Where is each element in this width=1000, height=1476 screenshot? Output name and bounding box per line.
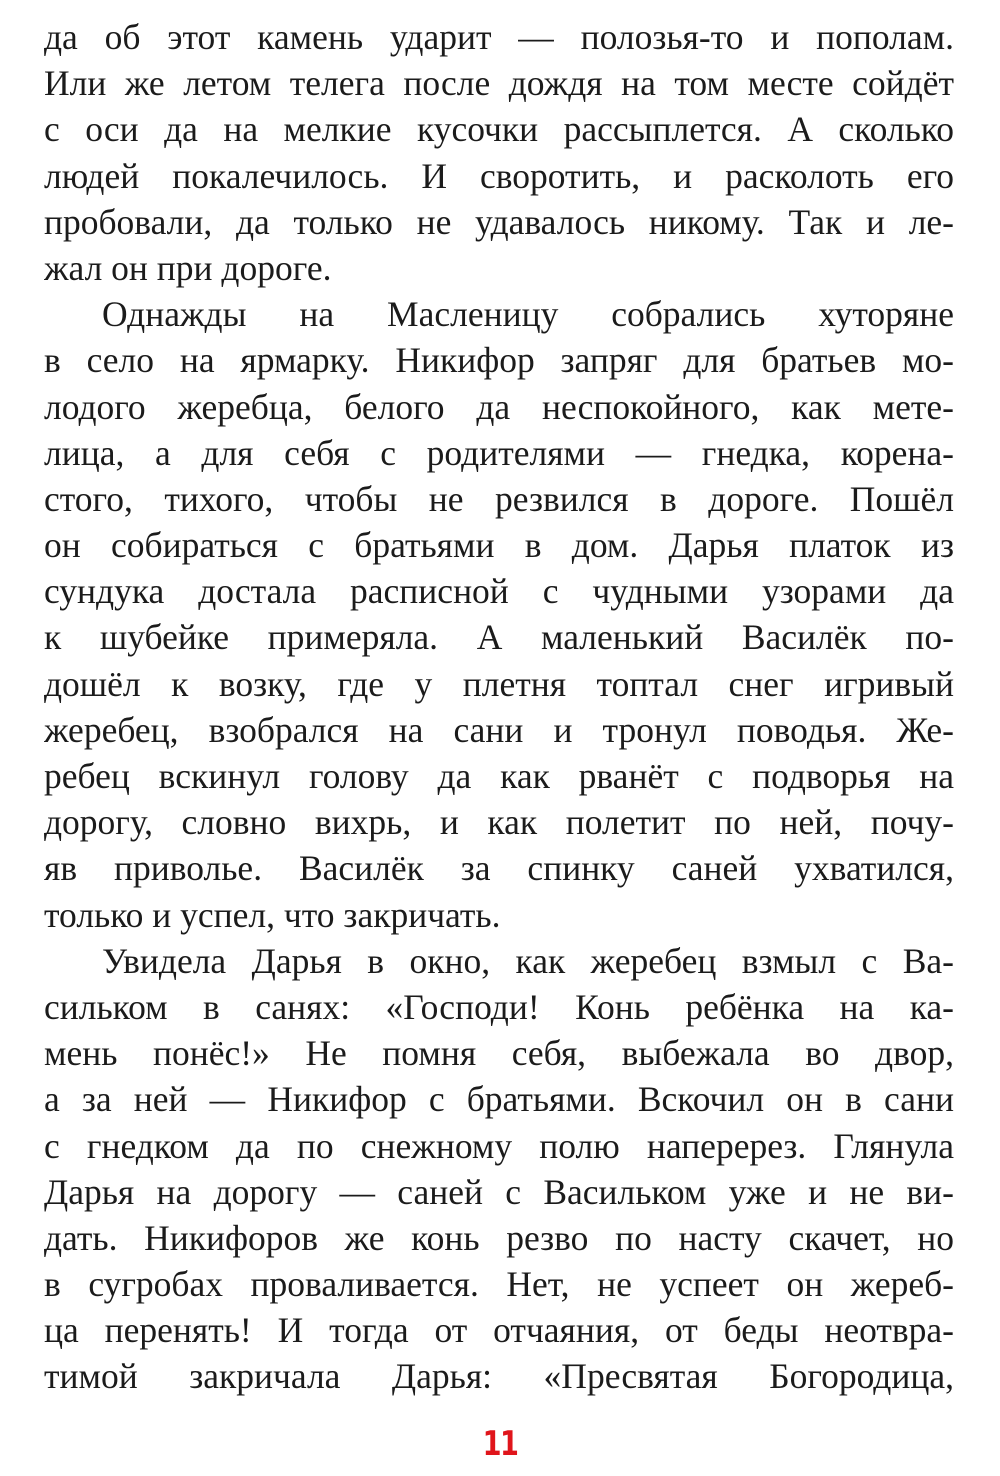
text-line: дорогу, словно вихрь, и как полетит по ней, почу- [44,802,954,843]
text-line: яв приволье. Василёк за спинку саней ухватился, [44,848,954,889]
text-line: к шубейке примеряла. А маленький Василёк по- [44,617,954,658]
text-line: лица, а для себя с родителями — гнедка, корена- [44,432,954,473]
text-line: Дарья на дорогу — саней с Васильком уже и не ви- [44,1171,954,1212]
text-line: дать. Никифоров же конь резво по насту скачет, но [44,1217,954,1258]
text-line: людей покалечилось. И своротить, и расколоть его [44,155,954,196]
text-line: Или же летом телега после дождя на том месте сойдёт [44,63,954,104]
text-line: в село на ярмарку. Никифор запряг для братьев мо- [44,340,954,381]
text-line: тимой закричала Дарья: «Пресвятая Богородица, [44,1356,954,1397]
text-line-paragraph-end: только и успел, что закричать. [44,894,501,935]
text-line: ца перенять! И тогда от отчаяния, от беды неотвра- [44,1310,954,1351]
text-line-paragraph-start: Увидела Дарья в окно, как жеребец взмыл с Ва- [102,940,954,981]
text-line: а за ней — Никифор с братьями. Вскочил он в сани [44,1079,954,1120]
text-line: лодого жеребца, белого да неспокойного, как мете- [44,386,954,427]
text-line: стого, тихого, чтобы не резвился в дороге. Пошёл [44,478,954,519]
text-line: жеребец, взобрался на сани и тронул поводья. Же- [44,709,954,750]
text-line: сундука достала расписной с чудными узорами да [44,571,954,612]
text-line: мень понёс!» Не помня себя, выбежала во двор, [44,1033,954,1074]
text-line: дошёл к возку, где у плетня топтал снег игривый [44,663,954,704]
text-line-paragraph-end: жал он при дороге. [44,247,332,288]
text-line: он собираться с братьями в дом. Дарья платок из [44,525,954,566]
text-line: да об этот камень ударит — полозья-то и пополам. [44,17,954,57]
text-line: ребец вскинул голову да как рванёт с подворья на [44,756,954,796]
text-line: в сугробах проваливается. Нет, не успеет он жереб- [44,1264,954,1305]
text-line: пробовали, да только не удавалось никому. Так и ле- [44,201,954,242]
text-line-paragraph-start: Однажды на Масленицу собрались хуторяне [102,294,954,335]
text-line: с оси да на мелкие кусочки рассыплется. А сколько [44,109,954,150]
body-text [44,14,954,1400]
text-line: сильком в санях: «Господи! Конь ребёнка на ка- [44,986,954,1027]
text-line: с гнедком да по снежному полю наперерез. Глянула [44,1125,954,1166]
page-number: 11 [482,1424,518,1464]
